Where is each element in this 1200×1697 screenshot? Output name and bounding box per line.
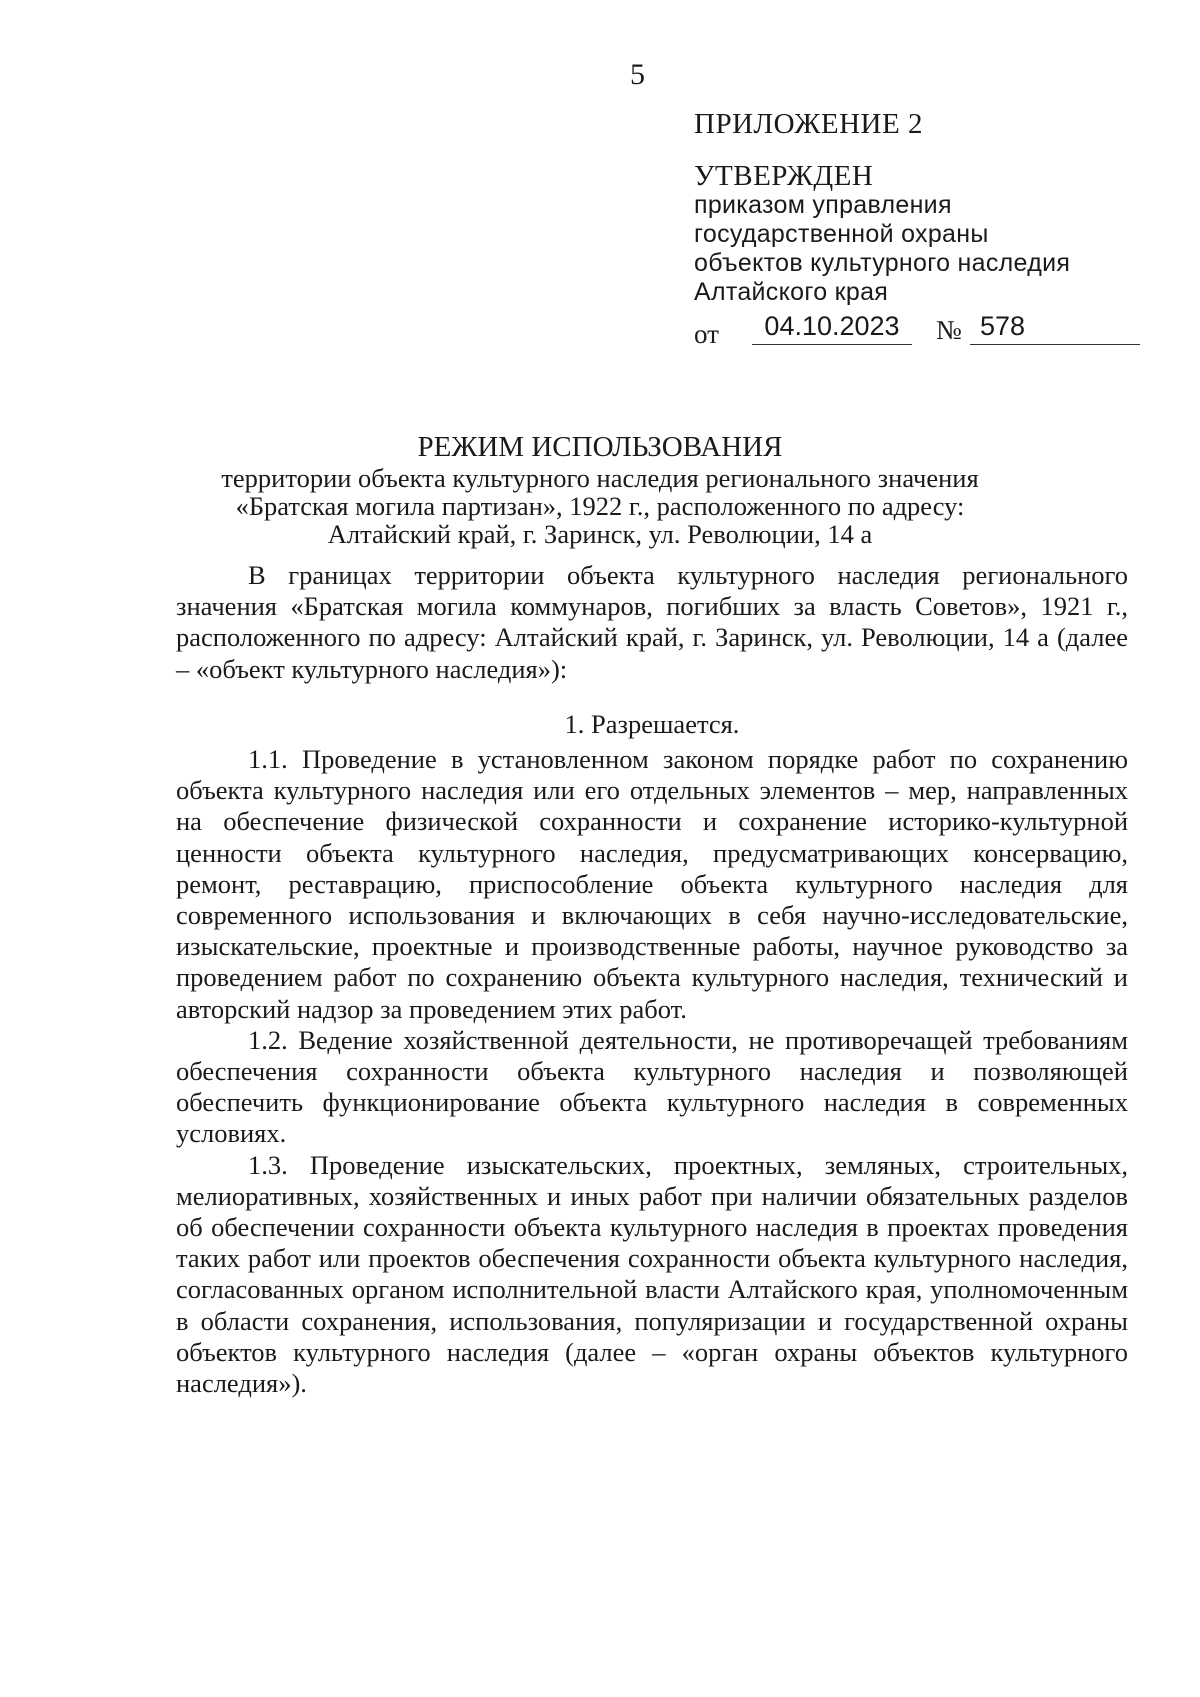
approval-line: Алтайского края (694, 278, 889, 306)
item-paragraph: 1.2. Ведение хозяйственной деятельности, не противоречащей требованиям обеспечения сохранности объекта культурного наследия и позволяющей обеспечить функционирование объекта культурного наследия в современных условиях. (176, 1024, 1128, 1149)
approval-line: приказом управления (694, 191, 952, 219)
subtitle-line: территории объекта культурного наследия регионального значения (221, 463, 979, 493)
approval-block (694, 108, 1134, 355)
appendix-label: ПРИЛОЖЕНИЕ 2 (694, 108, 923, 140)
approved-label: УТВЕРЖДЕН (694, 160, 874, 192)
document-body (176, 560, 1128, 1399)
from-label: от (694, 319, 719, 349)
order-date-number-row (694, 311, 1134, 355)
approval-line: государственной охраны (694, 220, 989, 248)
page-number: 5 (630, 58, 645, 91)
item-paragraph: 1.1. Проведение в установленном законом порядке работ по сохранению объекта культурного наследия или его отдельных элементов – мер, направленных на обеспечение физической сохранности и сохранение историко-культурной ценности объекта культурного наследия, предусматривающих консервацию, ремонт, реставрацию, приспособление объекта культурного наследия для современного использования и включающих в себя научно-исследовательские, изыскательские, проектные и производственные работы, научное руководство за проведением работ по сохранению объекта культурного наследия, технический и авторский надзор за проведением этих работ. (176, 744, 1128, 1024)
subtitle-line: Алтайский край, г. Заринск, ул. Революции, 14 а (327, 519, 873, 549)
document-title: РЕЖИМ ИСПОЛЬЗОВАНИЯ (417, 431, 783, 463)
item-paragraph: 1.3. Проведение изыскательских, проектных, земляных, строительных, мелиоративных, хозяйственных и иных работ при наличии обязательных разделов об обеспечении сохранности объекта культурного наследия в проектах проведения таких работ или проектов обеспечения сохранности объекта культурного наследия, согласованных органом исполнительной власти Алтайского края, уполномоченным в области сохранения, использования, популяризации и государственной охраны объектов культурного наследия (далее – «орган охраны объектов культурного наследия»). (176, 1149, 1128, 1399)
document-subtitle (150, 464, 1050, 548)
section-heading: 1. Разрешается. (564, 708, 740, 739)
order-number: 578 (970, 311, 1140, 345)
approval-line: объектов культурного наследия (694, 249, 1071, 277)
order-date: 04.10.2023 (752, 311, 912, 345)
number-sign: № (936, 315, 962, 345)
intro-paragraph: В границах территории объекта культурного наследия регионального значения «Братская могила коммунаров, погибших за власть Советов», 1921 г., расположенного по адресу: Алтайский край, г. Заринск, ул. Революции, 14 а (далее – «объект культурного наследия»): (176, 560, 1128, 684)
subtitle-line: «Братская могила партизан», 1922 г., расположенного по адресу: (235, 491, 965, 521)
